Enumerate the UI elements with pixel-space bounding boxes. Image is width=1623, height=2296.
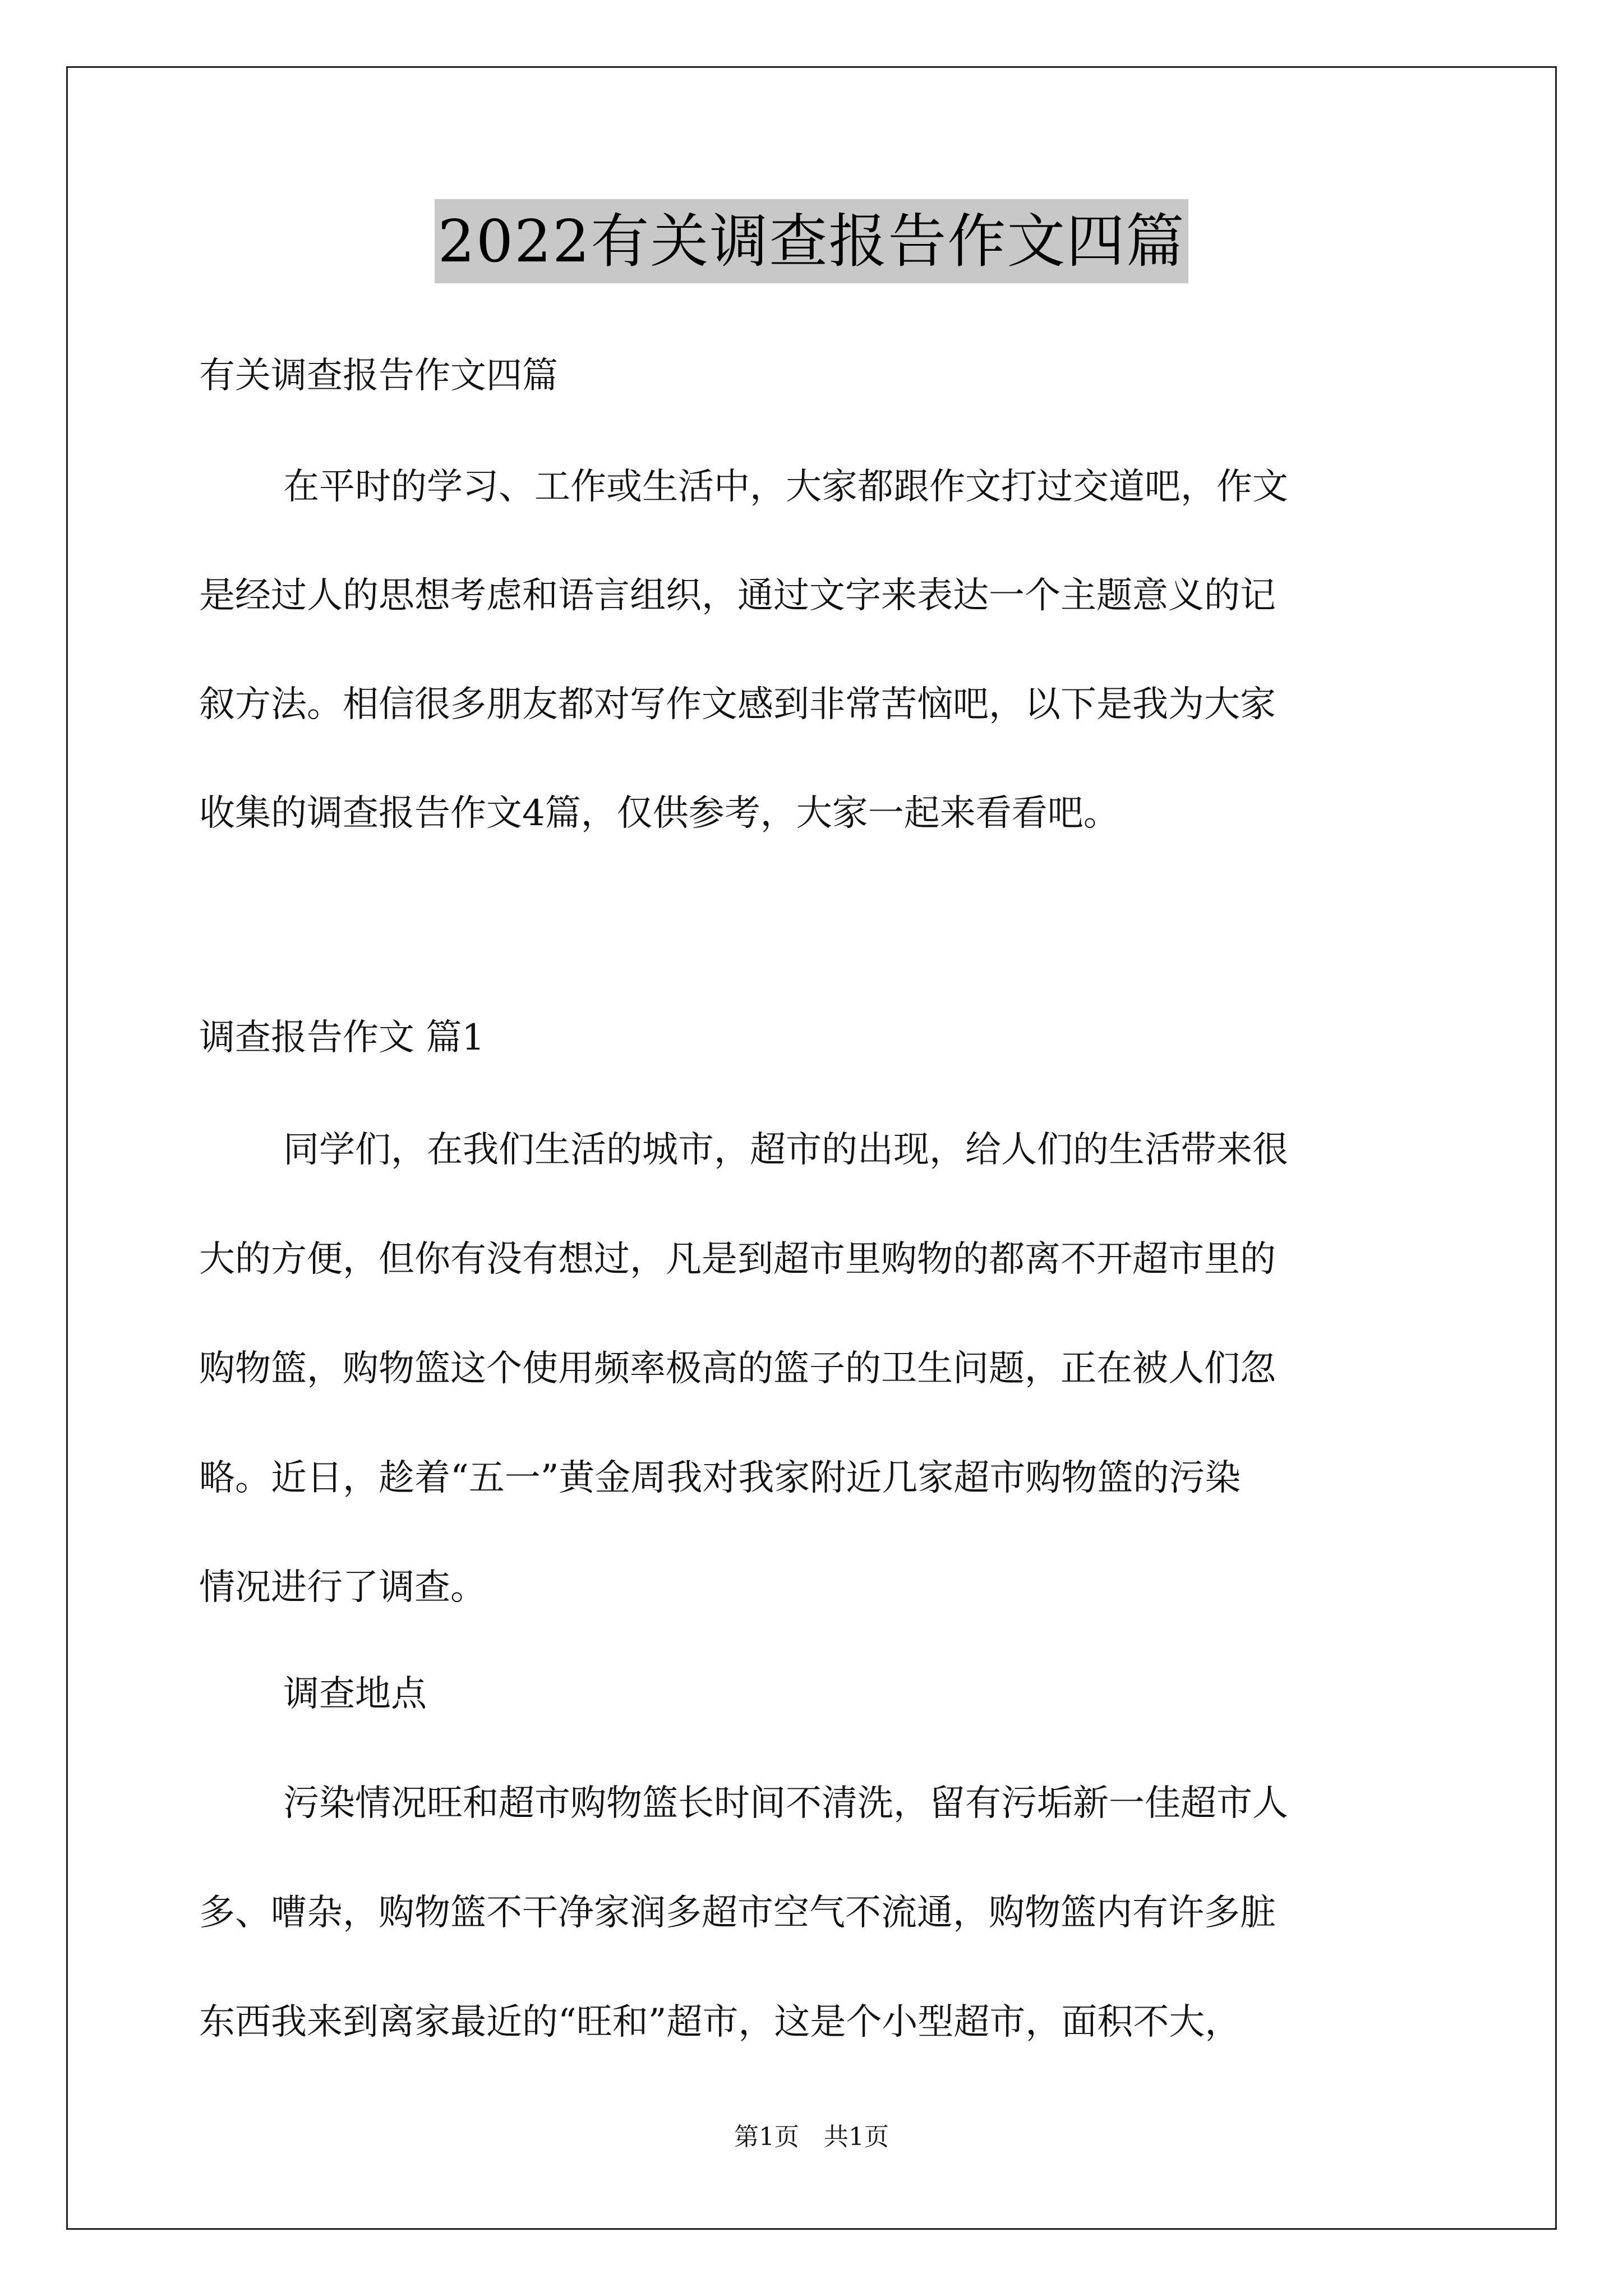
intro-line-2: 是经过人的思想考虑和语言组织，通过文字来表达一个主题意义的记 xyxy=(199,575,1276,616)
page-footer xyxy=(0,2120,1623,2154)
location-line-2: 多、嘈杂，购物篮不干净家润多超市空气不流通，购物篮内有许多脏 xyxy=(199,1892,1276,1934)
section-line-5: 情况进行了调查。 xyxy=(199,1567,486,1608)
location-line-1: 污染情况旺和超市购物篮长时间不清洗，留有污垢新一佳超市人 xyxy=(283,1783,1288,1824)
section-line-4: 略。近日，趁着“五一”黄金周我对我家附近几家超市购物篮的污染 xyxy=(199,1457,1241,1499)
location-heading: 调查地点 xyxy=(283,1673,427,1715)
title-wrap xyxy=(0,199,1623,283)
location-line-3: 东西我来到离家最近的“旺和”超市，这是个小型超市，面积不大， xyxy=(199,2001,1241,2043)
intro-line-1: 在平时的学习、工作或生活中，大家都跟作文打过交道吧，作文 xyxy=(283,466,1288,508)
document-title: 2022有关调查报告作文四篇 xyxy=(435,199,1189,283)
section-heading: 调查报告作文 篇1 xyxy=(199,1017,485,1059)
section-line-3: 购物篮，购物篮这个使用频率极高的篮子的卫生问题，正在被人们忽 xyxy=(199,1348,1276,1389)
section-line-2: 大的方便，但你有没有想过，凡是到超市里购物的都离不开超市里的 xyxy=(199,1239,1276,1280)
intro-line-4: 收集的调查报告作文4篇，仅供参考，大家一起来看看吧。 xyxy=(199,793,1119,834)
page-number: 第1页 共1页 xyxy=(734,2123,889,2151)
document-subtitle: 有关调查报告作文四篇 xyxy=(199,355,558,397)
section-line-1: 同学们，在我们生活的城市，超市的出现，给人们的生活带来很 xyxy=(283,1129,1288,1171)
intro-line-3: 叙方法。相信很多朋友都对写作文感到非常苦恼吧，以下是我为大家 xyxy=(199,684,1276,725)
